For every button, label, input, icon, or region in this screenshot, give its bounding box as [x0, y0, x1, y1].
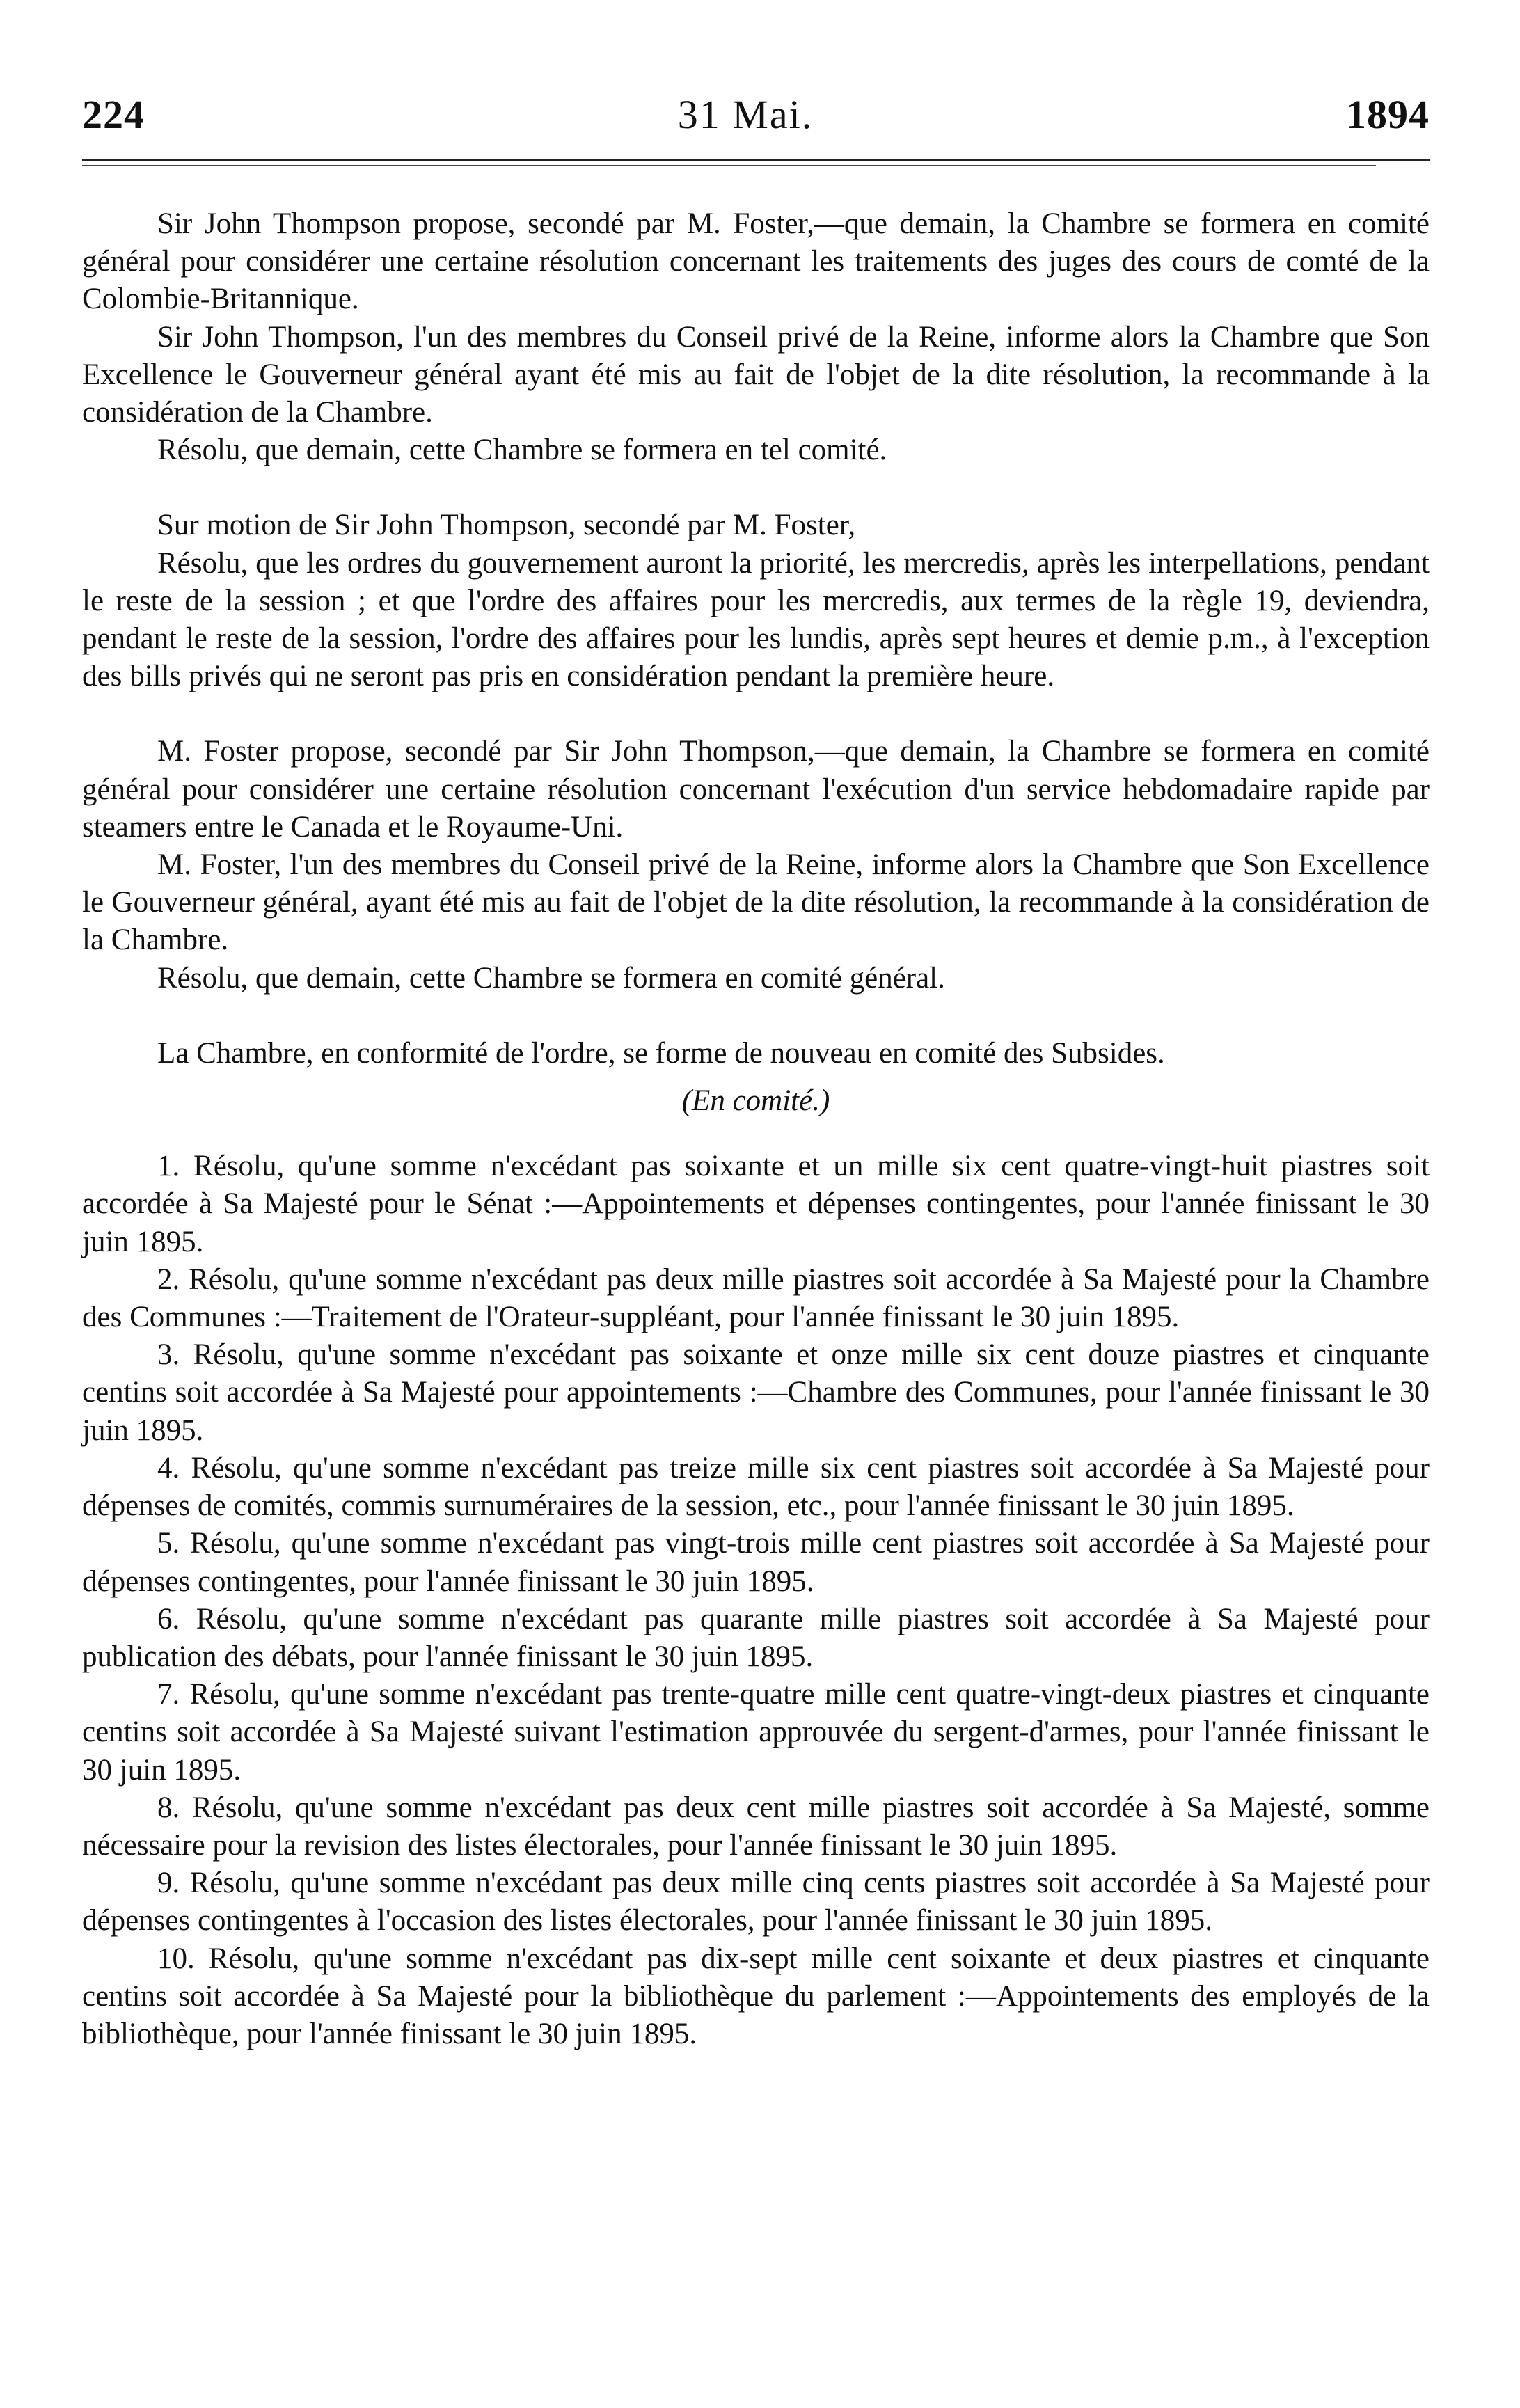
paragraph: Sir John Thompson propose, secondé par M. Foster,—que demain, la Chambre se formera en comité général pour considérer une certaine résolution concernant les traitements des juges des cours de comté de la Colombie-Britannique.	[82, 207, 1430, 316]
section-gap	[82, 695, 1430, 733]
header-rule-secondary	[82, 165, 1376, 166]
paragraph: Résolu, que demain, cette Chambre se formera en tel comité.	[157, 434, 887, 467]
section-gap	[82, 469, 1430, 507]
resolution-item: 9. Résolu, qu'une somme n'excédant pas deux mille cinq cents piastres soit accordée à Sa Majesté pour dépenses contingentes à l'occasion des listes électorales, pour l'année finissant le 30 juin 1895.	[82, 1867, 1430, 1938]
paragraph: Sur motion de Sir John Thompson, secondé par M. Foster,	[157, 509, 856, 542]
resolution-item: 4. Résolu, qu'une somme n'excédant pas treize mille six cent piastres soit accordée à Sa Majesté pour dépenses de comités, commis surnuméraires de la session, etc., pour l'année finissant le 30 juin 1895.	[82, 1451, 1430, 1523]
header-year: 1894	[1346, 92, 1430, 137]
paragraph: La Chambre, en conformité de l'ordre, se forme de nouveau en comité des Subsides.	[157, 1036, 1165, 1070]
header-rule	[82, 159, 1430, 161]
resolution-item: 10. Résolu, qu'une somme n'excédant pas dix-sept mille cent soixante et deux piastres et cinquante centins soit accordée à Sa Majesté pour la bibliothèque du parlement :—Appointements des employés de la bibliothèque, pour l'année finissant le 30 juin 1895.	[82, 1942, 1430, 2050]
resolution-item: 5. Résolu, qu'une somme n'excédant pas vingt-trois mille cent piastres soit accordée à Sa Majesté pour dépenses contingentes, pour l'année finissant le 30 juin 1895.	[82, 1527, 1430, 1598]
resolution-item: 8. Résolu, qu'une somme n'excédant pas deux cent mille piastres soit accordée à Sa Majesté, somme nécessaire pour la revision des listes électorales, pour l'année finissant le 30 juin 1895.	[82, 1791, 1430, 1862]
header-date: 31 Mai.	[677, 92, 814, 137]
resolution-item: 3. Résolu, qu'une somme n'excédant pas soixante et onze mille six cent douze piastres et cinquante centins soit accordée à Sa Majesté pour appointements :—Chambre des Communes, pour l'année finissant le 30 juin 1895.	[82, 1338, 1430, 1447]
resolution-item: 6. Résolu, qu'une somme n'excédant pas quarante mille piastres soit accordée à Sa Majesté pour publication des débats, pour l'année finissant le 30 juin 1895.	[82, 1602, 1430, 1673]
paragraph: M. Foster propose, secondé par Sir John Thompson,—que demain, la Chambre se formera en comité général pour considérer une certaine résolution concernant l'exécution d'un service hebdomadaire rapide par steamers entre le Canada et le Royaume-Uni.	[82, 735, 1430, 843]
page-number: 224	[82, 92, 145, 137]
paragraph: Résolu, que les ordres du gouvernement auront la priorité, les mercredis, après les interpellations, pendant le reste de la session ; et que l'ordre des affaires pour les mercredis, aux termes de la règle 19, deviendra, pendant le reste de la session, l'ordre des affaires pour les lundis, après sept heures et demie p.m., à l'exception des bills privés qui ne seront pas pris en considération pendant la première heure.	[82, 546, 1430, 693]
paragraph: M. Foster, l'un des membres du Conseil privé de la Reine, informe alors la Chambre que Son Excellence le Gouverneur général, ayant été mis au fait de l'objet de la dite résolution, la recommande à la considération de la Chambre.	[82, 848, 1430, 957]
paragraph: Résolu, que demain, cette Chambre se formera en comité général.	[157, 961, 945, 995]
page-content	[82, 205, 1430, 2053]
paragraph: Sir John Thompson, l'un des membres du Conseil privé de la Reine, informe alors la Chambre que Son Excellence le Gouverneur général ayant été mis au fait de l'objet de la dite résolution, la recommande à la considération de la Chambre.	[82, 320, 1430, 429]
resolution-item: 7. Résolu, qu'une somme n'excédant pas trente-quatre mille cent quatre-vingt-deux piastres et cinquante centins soit accordée à Sa Majesté suivant l'estimation approuvée du sergent-d'armes, pour l'année finissant le 30 juin 1895.	[82, 1678, 1430, 1787]
resolution-item: 2. Résolu, qu'une somme n'excédant pas deux mille piastres soit accordée à Sa Majesté pour la Chambre des Communes :—Traitement de l'Orateur-suppléant, pour l'année finissant le 30 juin 1895.	[82, 1262, 1430, 1334]
committee-heading: (En comité.)	[681, 1084, 830, 1118]
section-gap	[82, 997, 1430, 1035]
page-header	[82, 90, 1430, 139]
resolution-item: 1. Résolu, qu'une somme n'excédant pas soixante et un mille six cent quatre-vingt-huit piastres soit accordée à Sa Majesté pour le Sénat :—Appointements et dépenses contingentes, pour l'année finissant le 30 juin 1895.	[82, 1150, 1430, 1258]
